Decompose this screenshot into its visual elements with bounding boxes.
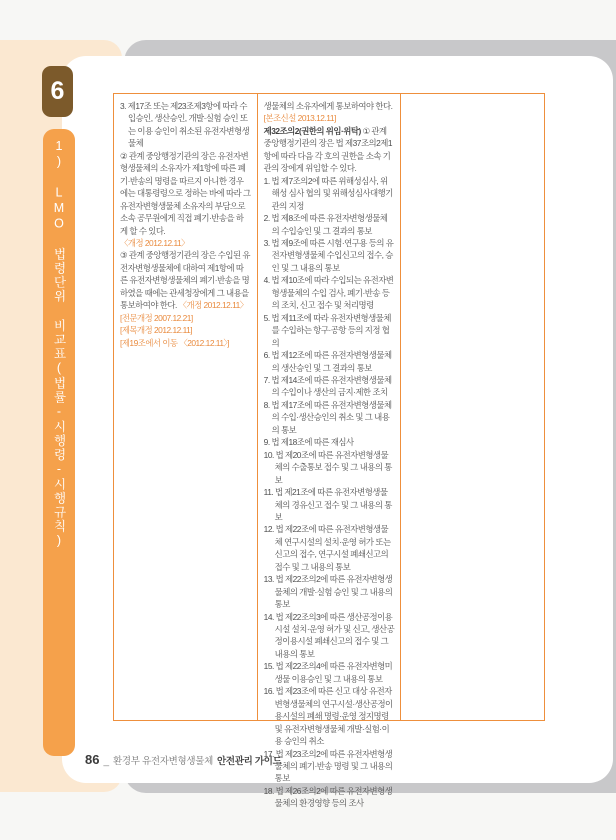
table-paragraph: [264, 175, 395, 212]
table-paragraph: [264, 100, 395, 112]
table-paragraph: [120, 249, 251, 311]
table-paragraph: [264, 212, 395, 237]
table-column-law: [114, 94, 257, 720]
body-text: ② 관계 중앙행정기관의 장은 유전자변형생물체의 소유자가 제1항에 따른 폐기·반송의 명령을 따르지 아니한 경우에는 대통령령으로 정하는 바에 따라 그 유전자변형생물체 소유자의 부담으로 소속 공무원에게 직접 폐기·반송을 하게 할 수 있다.: [120, 150, 251, 236]
footer-separator: _: [103, 756, 110, 767]
table-paragraph: [264, 349, 395, 374]
table-paragraph: [120, 324, 251, 336]
footer-guide-title: 안전관리 가이드: [217, 756, 282, 767]
table-paragraph: [264, 660, 395, 685]
body-text: 4. 법 제10조에 따라 수입되는 유전자변형생물체의 수입 검사, 폐기·반송 등의 조치, 신고 접수 및 처리명령: [263, 275, 394, 311]
body-text: 17. 법 제23조의2에 따른 유전자변형생물체의 폐기·반송 명령 및 그 내용의 통보: [263, 748, 393, 784]
table-paragraph: [264, 125, 395, 175]
revision-note-text: 〈개정 2012.12.11〉: [120, 237, 190, 248]
body-text: 13. 법 제22조의2에 따른 유전자변형생물체의 개발·실험 승인 및 그 내용의 통보: [263, 574, 393, 610]
body-text: 8. 법 제17조에 따른 유전자변형생물체의 수입·생산승인의 취소 및 그 내용의 통보: [263, 399, 392, 435]
table-column-rule-empty: [400, 94, 544, 720]
revision-note-text: 〈개정 2012.12.11〉: [178, 300, 248, 311]
revision-note-text: [제목개정 2012.12.11]: [120, 325, 193, 336]
body-text: 9. 법 제18조에 따른 재심사: [263, 437, 354, 448]
page-number: 86: [85, 752, 100, 767]
body-text: 10. 법 제20조에 따른 유전자변형생물체의 수출통보 접수 및 그 내용의 통보: [263, 449, 392, 485]
table-paragraph: [264, 112, 395, 124]
body-text: 15. 법 제22조의4에 따른 유전자변형미생물 이용승인 및 그 내용의 통보: [263, 661, 393, 684]
body-text: 16. 법 제23조에 따른 신고 대상 유전자변형생물체의 연구시설·생산공정이용시설의 폐쇄 명령·운영 정지명령 및 유전자변형생물체 개발·실험·이용 승인의 취소: [263, 686, 393, 747]
body-text: 2. 법 제8조에 따른 유전자변형생물체의 수입승인 및 그 결과의 통보: [263, 213, 388, 236]
page-footer: [85, 752, 282, 767]
table-paragraph: [264, 748, 395, 785]
revision-note-text: [제19조에서 이동 〈2012.12.11〉]: [120, 337, 230, 348]
table-paragraph: [120, 237, 251, 249]
body-text: 3. 법 제9조에 따른 시험·연구용 등의 유전자변형생물체 수입신고의 접수, 승인 및 그 내용의 통보: [263, 237, 394, 273]
body-text: 18. 법 제26조의2에 따른 유전자변형생물체의 환경영향 등의 조사: [263, 785, 393, 809]
table-paragraph: [264, 274, 395, 311]
table-paragraph: [120, 100, 251, 150]
body-text: 14. 법 제22조의3에 따른 생산공정이용시설 설치·운영 허가 및 신고, 생산공정이용시설 폐쇄신고의 접수 및 그 내용의 통보: [263, 611, 395, 659]
table-paragraph: [264, 399, 395, 436]
table-paragraph: [264, 237, 395, 274]
table-paragraph: [264, 685, 395, 747]
table-paragraph: [264, 785, 395, 810]
table-paragraph: [264, 374, 395, 399]
table-paragraph: [120, 150, 251, 237]
body-text: ③ 관계 중앙행정기관의 장은 수입된 유전자변형생물체에 대하여 제1항에 따른 유전자변형생물체의 폐기·반송을 명하였을 때에는 관세청장에게 그 내용을 통보하여야 한다.: [120, 250, 250, 311]
body-text: 7. 법 제14조에 따른 유전자변형생물체의 수입이나 생산의 금지·제한 조치: [263, 374, 392, 398]
revision-note-text: [전문개정 2007.12.21]: [120, 312, 193, 323]
table-paragraph: [264, 573, 395, 610]
table-paragraph: [120, 337, 251, 349]
body-text: 6. 법 제12조에 따른 유전자변형생물체의 생산승인 및 그 결과의 통보: [263, 350, 392, 373]
table-paragraph: [264, 523, 395, 573]
body-text: 5. 법 제11조에 따라 유전자변형생물체를 수입하는 항구·공항 등의 지정 협의: [263, 312, 391, 348]
body-text: 생물체의 소유자에게 통보하여야 한다.: [263, 101, 393, 111]
revision-note-text: [본조신설 2013.12.11]: [263, 113, 336, 124]
body-text: ① 관계 중앙행정기관의 장은 법 제37조의2제1항에 따라 다음 각 호의 권한을 소속 기관의 장에게 위임할 수 있다.: [263, 125, 393, 174]
body-text: 11. 법 제21조에 따른 유전자변형생물체의 경유신고 접수 및 그 내용의 통보: [263, 487, 392, 522]
table-paragraph: [264, 436, 395, 448]
chapter-number-tab: [42, 66, 73, 117]
table-paragraph: [120, 312, 251, 324]
footer-org-text: 환경부 유전자변형생물체: [113, 756, 214, 767]
table-column-decree: [257, 94, 401, 809]
table-paragraph: [264, 611, 395, 661]
chapter-number: 6: [50, 77, 65, 105]
body-text: 3. 제17조 또는 제23조제3항에 따라 수입승인, 생산승인, 개발·실험 승인 또는 이용 승인이 취소된 유전자변형생물체: [120, 101, 250, 149]
article-heading-text: 제32조의2(권한의 위임·위탁): [263, 125, 361, 136]
section-title-tab: [43, 129, 75, 756]
body-text: 1. 법 제7조의2에 따른 위해성심사, 위해성 심사 협의 및 위해성심사대행기관의 지정: [263, 175, 393, 211]
table-paragraph: [264, 449, 395, 486]
body-text: 12. 법 제22조에 따른 유전자변형생물체 연구시설의 설치·운영 허가 또는 신고의 접수, 연구시설 폐쇄신고의 접수 및 그 내용의 통보: [263, 524, 391, 572]
table-paragraph: [264, 486, 395, 523]
table-paragraph: [264, 312, 395, 349]
section-title-vertical-text: 1) LMO 법령단위 비교표(법률-시행령-시행규칙): [52, 139, 66, 549]
